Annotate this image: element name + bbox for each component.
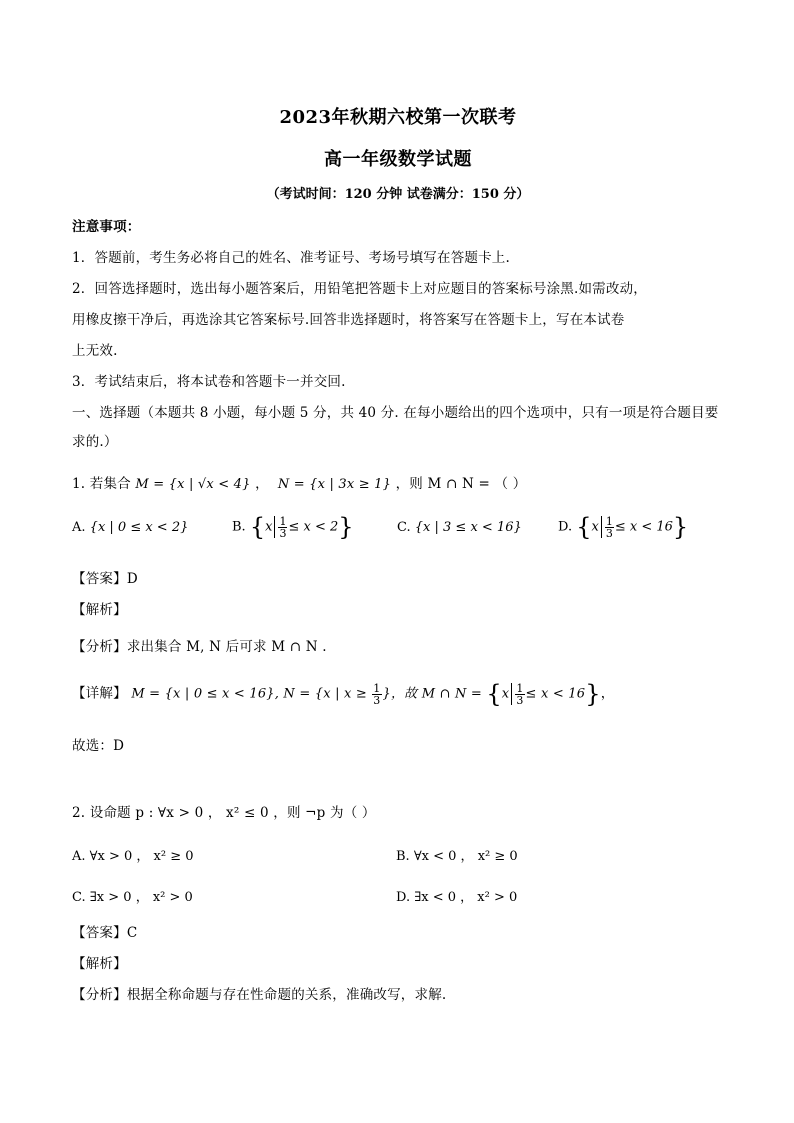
q2-option-b: B. ∀x < 0 ， x² ≥ 0	[396, 849, 518, 864]
notice-item-1: 1．答题前，考生务必将自己的姓名、准考证号、考场号填写在答题卡上.	[72, 250, 510, 266]
q1-analysis-tag: 【解析】	[72, 602, 127, 618]
notice-item-3: 3．考试结束后，将本试卷和答题卡一并交回.	[72, 374, 346, 390]
q1-set-m: M = {x | √x < 4}	[135, 477, 251, 492]
q2-option-c: C. ∃x > 0 ， x² > 0	[72, 890, 193, 905]
q1-option-d: D. {x $\frac{1}{3}$ ≤ x < 16}	[558, 513, 689, 541]
q1-prefix: 1. 若集合	[72, 476, 131, 492]
exam-title: 2023年秋期六校第一次联考	[279, 107, 517, 128]
notice-item-2-line-3: 上无效.	[72, 343, 118, 359]
q1-stem: 1. 若集合 M = {x | √x < 4} ， N = {x | 3x ≥ 1} ，则 M ∩ N = （ ）	[72, 476, 527, 492]
notice-item-2-line-1: 2．回答选择题时，选出每小题答案后，用铅笔把答题卡上对应题目的答案标号涂黑.如需改动，	[72, 281, 647, 297]
section-1-line-1: 一、选择题（本题共 8 小题，每小题 5 分，共 40 分. 在每小题给出的四个选项中，只有一项是符合题目要	[72, 405, 719, 421]
q2-analysis-tag: 【解析】	[72, 956, 127, 972]
section-1-line-2: 求的.）	[72, 434, 118, 450]
exam-subtitle: 高一年级数学试题	[324, 149, 472, 170]
notice-item-2-line-2: 用橡皮擦干净后，再选涂其它答案标号.回答非选择题时，将答案写在答题卡上，写在本试卷	[72, 312, 625, 328]
q1-ask: ，则 M ∩ N = （ ）	[395, 476, 527, 492]
q1-detail: 【详解】 M = {x | 0 ≤ x < 16}, N = {x | x ≥ $\frac{1}{3}$ }，故 M ∩ N = {x $\frac{1}{3}$ ≤ x < 16}，	[72, 680, 615, 708]
notice-heading: 注意事项：	[72, 219, 141, 235]
q1-fenxi: 【分析】求出集合 M, N 后可求 M ∩ N .	[72, 639, 327, 655]
q1-conclusion: 故选：D	[72, 738, 125, 754]
q2-option-a: A. ∀x > 0 ， x² ≥ 0	[72, 849, 194, 864]
q2-option-d: D. ∃x < 0 ， x² > 0	[396, 890, 518, 905]
q2-fenxi: 【分析】根据全称命题与存在性命题的关系，准确改写，求解.	[72, 987, 447, 1003]
q2-stem: 2. 设命题 p : ∀x > 0 ， x² ≤ 0 ，则 ¬p 为（ ）	[72, 805, 376, 821]
q1-answer: 【答案】D	[72, 571, 138, 587]
q2-answer: 【答案】C	[72, 925, 138, 941]
q1-option-c: C. {x | 3 ≤ x < 16}	[397, 520, 522, 535]
exam-info: （考试时间：120 分钟 试卷满分：150 分）	[266, 187, 530, 202]
q1-option-b: B. {x $\frac{1}{3}$ ≤ x < 2}	[232, 513, 354, 541]
q1-set-n: N = {x | 3x ≥ 1}	[277, 477, 392, 492]
q1-option-a: A. {x | 0 ≤ x < 2}	[72, 520, 189, 535]
